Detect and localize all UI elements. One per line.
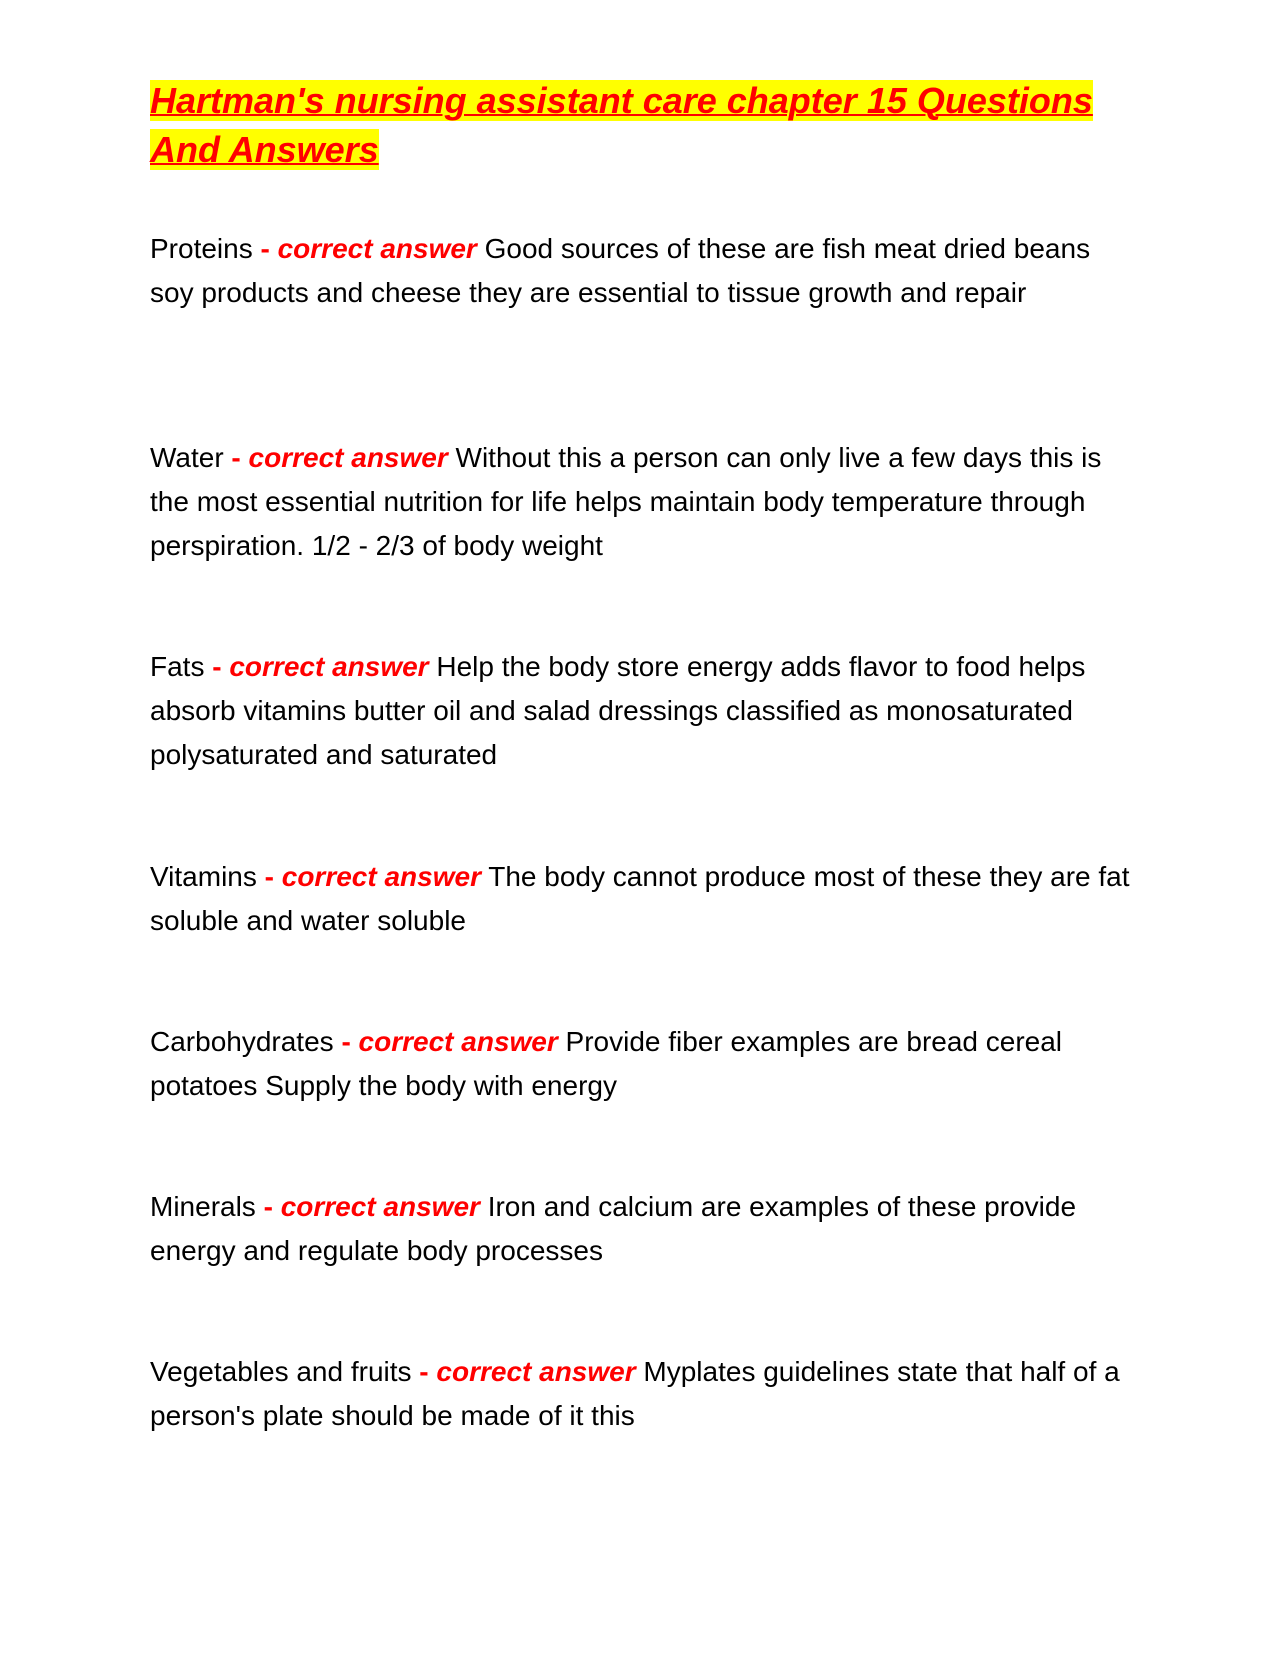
- document-title: [150, 76, 1110, 174]
- qa-item-minerals: [150, 1185, 1130, 1273]
- qa-item-vegetables-and-fruits: [150, 1350, 1130, 1438]
- qa-item-vitamins: [150, 855, 1130, 943]
- correct-answer-label: correct answer: [229, 651, 429, 682]
- qa-item-water: [150, 436, 1130, 568]
- qa-separator: -: [263, 1191, 273, 1222]
- qa-term: Vegetables and fruits: [150, 1356, 412, 1387]
- qa-item-fats: [150, 645, 1130, 777]
- qa-definition: Provide fiber examples are bread cereal potatoes Supply the body with energy: [150, 1026, 1063, 1101]
- qa-term: Fats: [150, 651, 205, 682]
- title-highlight: Hartman's nursing assistant care chapter 15 Questions And Answers: [150, 80, 1093, 170]
- qa-term: Water: [150, 442, 224, 473]
- qa-definition: The body cannot produce most of these they are fat soluble and water soluble: [150, 861, 1130, 936]
- qa-separator: -: [231, 442, 241, 473]
- qa-item-proteins: [150, 227, 1130, 315]
- qa-separator: -: [260, 233, 270, 264]
- qa-term: Carbohydrates: [150, 1026, 334, 1057]
- correct-answer-label: correct answer: [358, 1026, 558, 1057]
- correct-answer-label: correct answer: [436, 1356, 636, 1387]
- qa-definition: Without this a person can only live a few days this is the most essential nutrition for life helps maintain body temperature through perspiration. 1/2 - 2/3 of body weight: [150, 442, 1102, 561]
- qa-definition: Iron and calcium are examples of these provide energy and regulate body processes: [150, 1191, 1077, 1266]
- qa-definition: Help the body store energy adds flavor to food helps absorb vitamins butter oil and salad dressings classified as monosaturated polysaturated and saturated: [150, 651, 1086, 770]
- qa-definition: Good sources of these are fish meat dried beans soy products and cheese they are essential to tissue growth and repair: [150, 233, 1091, 308]
- correct-answer-label: correct answer: [248, 442, 448, 473]
- qa-item-carbohydrates: [150, 1020, 1130, 1108]
- qa-term: Vitamins: [150, 861, 257, 892]
- qa-definition: Myplates guidelines state that half of a person's plate should be made of it this: [150, 1356, 1120, 1431]
- qa-term: Minerals: [150, 1191, 256, 1222]
- qa-separator: -: [341, 1026, 351, 1057]
- qa-separator: -: [264, 861, 274, 892]
- correct-answer-label: correct answer: [281, 861, 481, 892]
- qa-separator: -: [212, 651, 222, 682]
- correct-answer-label: correct answer: [280, 1191, 480, 1222]
- correct-answer-label: correct answer: [277, 233, 477, 264]
- qa-separator: -: [419, 1356, 429, 1387]
- qa-term: Proteins: [150, 233, 253, 264]
